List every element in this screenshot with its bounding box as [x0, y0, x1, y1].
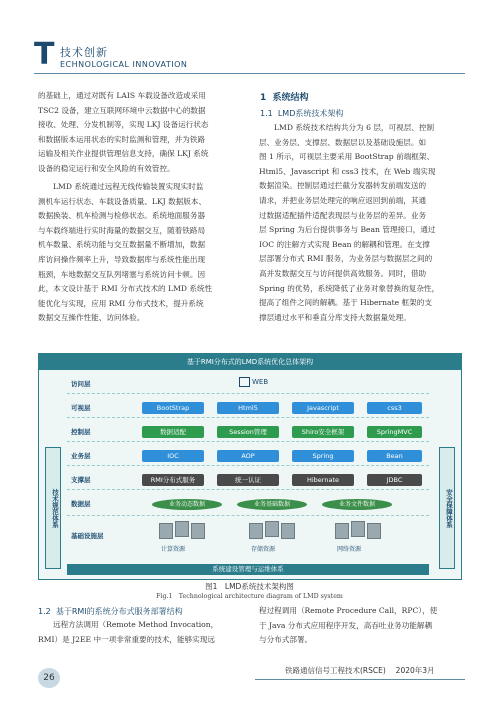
text-line: LMD 系统技术结构共分为 6 层，可视层、控制	[274, 123, 435, 132]
css3-block: css3	[367, 402, 422, 414]
section-heading	[260, 90, 309, 103]
layer-business	[67, 447, 429, 466]
page-number: 26	[38, 668, 60, 688]
springmvc-block: SpringMVC	[367, 426, 422, 438]
web-label	[239, 377, 268, 387]
layer-label: 控制层	[71, 428, 91, 436]
subsection-number: 1.1	[260, 109, 273, 118]
dynamic-data-store: 业务动态数据	[152, 499, 222, 510]
text-line: 程过程调用（Remote Procedure Call，RPC），使	[259, 606, 438, 615]
session-block: Session管理	[217, 426, 279, 438]
text-line: 测机车运行状态、车载设备质量、LKJ 数据版本、	[38, 196, 207, 206]
shiro-block: Shiro安全框架	[292, 426, 354, 438]
text-line: 请求，并把业务层处理完的响应返回到前端，其通	[259, 195, 427, 205]
text-line: 数据交互操作性能、访问体验。	[38, 313, 145, 323]
layer-label: 访问层	[71, 380, 91, 388]
subsection-title: LMD系统技术架构	[277, 109, 344, 118]
text-line: 于 Java 分布式应用程序开发，高吞吐业务功能解耦	[259, 620, 433, 630]
layer-support	[67, 471, 429, 490]
subsection-heading-2	[38, 606, 183, 617]
ioc-block: IOC	[142, 450, 204, 462]
layer-access	[67, 375, 429, 394]
subsection-title: 基于RMI的系统分布式服务部署结构	[55, 607, 183, 616]
text-line: 过数据适配插件适配表现层与业务层的差异。业务	[259, 210, 427, 220]
bottom-right-paragraph	[259, 604, 466, 648]
storage-label: 存储资源	[251, 546, 276, 553]
text-line: 撑层通过水平和垂直分库支持大数据量处理。	[259, 312, 411, 322]
text-line: 和数据版本运用状态的实时监测和管理，并为铁路	[38, 134, 206, 144]
bean-block: Bean	[367, 450, 422, 462]
browser-icon	[239, 377, 250, 387]
javascript-block: Javascript	[292, 402, 354, 414]
compute-label: 计算资源	[161, 546, 186, 553]
text-line: IOC 的注解方式实现 Bean 的解耦和管理。在支撑	[259, 239, 430, 249]
layer-label: 支撑层	[71, 476, 91, 484]
text-line: 层、业务层、支撑层、数据层以及基础设施层。如	[259, 137, 427, 147]
left-paragraph-2	[38, 180, 245, 326]
base-data-store: 业务基础数据	[237, 499, 307, 510]
text-line: 数据换装、机车检测与检修状态。系统地面服务器	[38, 211, 206, 221]
jdbc-block: JDBC	[367, 474, 422, 486]
header-rule	[34, 73, 465, 74]
subsection-heading	[260, 108, 343, 119]
figure-caption-cn: 图1 LMD系统技术架构图	[205, 582, 294, 591]
journal-name: 铁路通信信号工程技术(RSCE) 2020年3月	[285, 666, 435, 675]
bottom-left-paragraph	[38, 618, 245, 647]
figure-caption-en: Fig.1 Technological architecture diagram of LMD system	[156, 593, 343, 600]
file-data-store: 业务文件数据	[322, 499, 392, 510]
layer-label: 数据层	[71, 500, 91, 508]
rmi-service-block: RMI分布式服务	[142, 474, 204, 486]
text-line: RMI）是 J2EE 中一项非常重要的技术，能够实现远	[38, 634, 215, 644]
text-line: 与分布式部署。	[259, 635, 313, 645]
footer-rule	[255, 679, 465, 680]
section-number: 1	[260, 93, 267, 103]
aop-block: AOP	[217, 450, 279, 462]
left-paragraph-1	[38, 89, 245, 177]
text-line: 与车载终端进行实时海量的数据交互，随着铁路局	[38, 225, 206, 235]
layer-data	[67, 495, 429, 516]
right-paragraph	[259, 121, 466, 325]
text-line: 能优化与实现，应用 RMI 分布式技术，提升系统	[38, 298, 204, 308]
architecture-figure	[38, 353, 462, 580]
subsection-number: 1.2	[38, 607, 51, 616]
figure-title: 基于RMI分布式的LMD系统优化总体架构	[39, 354, 461, 370]
security-system-box: 安全保障体系	[439, 447, 455, 569]
layer-label: 可视层	[71, 404, 91, 412]
unified-auth-block: 统一认证	[217, 474, 279, 486]
layer-control	[67, 423, 429, 442]
text-line: 库访问操作频率上升，导致数据库与系统性能出现	[38, 254, 206, 264]
text-line: 瓶颈，车地数据交互队列堵塞与系统访问卡顿。因	[38, 269, 206, 279]
text-line: 远程方法调用（Remote Method Invocation，	[53, 620, 219, 629]
text-line: 数据渲染。控制层通过拦截分发器转发前端发送的	[259, 181, 427, 191]
spring-block: Spring	[292, 450, 354, 462]
text-line: 图 1 所示，可视层主要采用 BootStrap 前端框架、	[259, 152, 435, 162]
layer-infrastructure	[67, 517, 429, 561]
network-label: 网络资源	[337, 546, 362, 553]
bootstrap-block: BootStrap	[142, 402, 204, 414]
text-line: Spring 的优势，系统降低了业务对象替换的复杂性，	[259, 283, 440, 293]
text-line: 的基础上，通过对既有 LAIS 车载设备改造或采用	[38, 91, 206, 100]
layer-visual	[67, 399, 429, 418]
section-title: 系统结构	[272, 93, 309, 103]
text-line: 接收、处理、分发机制等，实现 LKJ 设备运行状态	[38, 120, 209, 130]
text-line: 层 Spring 为后台提供事务与 Bean 管理接口，通过	[259, 225, 436, 235]
text-line: TSC2 设备，建立互联网环境中云数据中心的数据	[38, 105, 206, 115]
layer-label: 业务层	[71, 452, 91, 460]
text-line: 层部署分布式 RMI 服务，为业务层与数据层之间的	[259, 254, 433, 264]
text-line: LMD 系统通过远程无线传输装置实现实时监	[53, 182, 204, 191]
data-adapter-block: 数据适配	[142, 426, 204, 438]
header-title-cn: 技术创新	[60, 46, 108, 59]
layer-label: 基础设施层	[71, 532, 104, 540]
hibernate-block: Hibernate	[292, 474, 354, 486]
text-line: Html5、Javascript 和 css3 技术，在 Web 端实现	[259, 166, 436, 176]
html5-block: Html5	[217, 402, 279, 414]
header-title-en: ECHNOLOGICAL INNOVATION	[60, 60, 188, 69]
web-text: WEB	[252, 378, 269, 386]
text-line: 机车数量、系统功能与交互数据量不断增加，数据	[38, 240, 206, 250]
text-line: 运输及相关作业提供管理信息支持，确保 LKJ 系统	[38, 149, 209, 159]
tech-standard-system-box: 技术规范体系	[45, 447, 61, 569]
text-line: 高并发数据交互与访问提供高效服务。同时，借助	[259, 268, 427, 278]
text-line: 提高了组件之间的解耦。基于 Hibernate 框架的支	[259, 298, 432, 308]
text-line: 设备的稳定运行和安全风险的有效管控。	[38, 163, 175, 173]
ops-system-bar: 系统建设管理与运维体系	[67, 564, 429, 575]
header-initial-letter: T	[34, 37, 55, 72]
text-line: 此，本文设计基于 RMI 分布式技术的 LMD 系统性	[38, 284, 213, 294]
